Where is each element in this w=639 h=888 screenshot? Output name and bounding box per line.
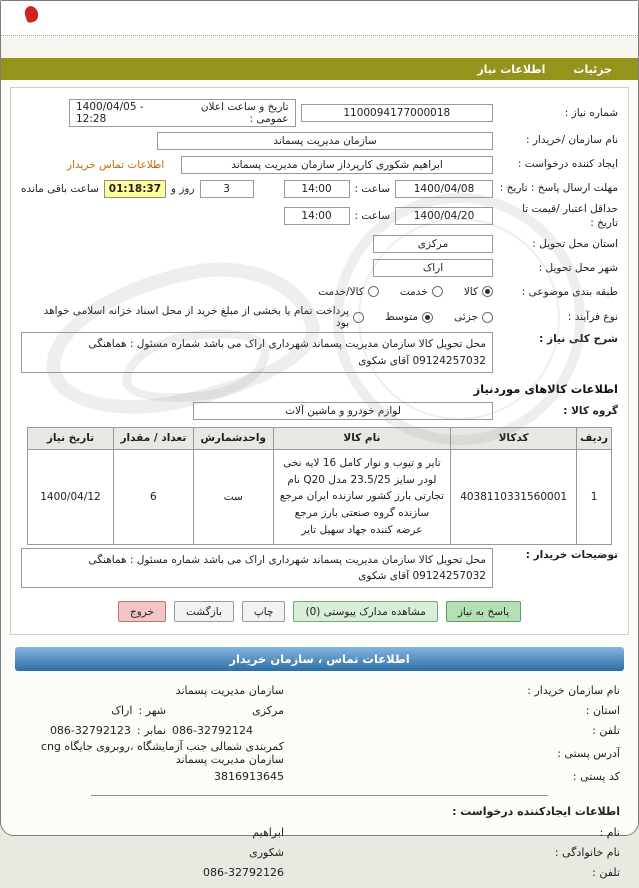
exit-button[interactable]: خروج <box>118 601 166 622</box>
org-name-field[interactable]: سازمان مدیریت پسماند <box>157 132 493 150</box>
row-goods-group <box>21 401 618 422</box>
province-field[interactable]: مرکزی <box>373 235 493 253</box>
tab-need-info[interactable]: اطلاعات نیاز <box>477 62 546 76</box>
announce-label: تاریخ و ساعت اعلان عمومی : <box>200 101 289 125</box>
goods-table-row <box>28 449 612 544</box>
row-category <box>21 281 618 302</box>
goods-group-field[interactable]: لوازم خودرو و ماشین آلات <box>193 402 493 420</box>
contact-org-label: نام سازمان خریدار : <box>527 683 620 697</box>
row-creator-first-name <box>19 822 620 842</box>
radio-medium-label: متوسط <box>385 311 419 324</box>
row-contact-phone-fax <box>19 720 620 740</box>
cell-item-code: 4038110331560001 <box>451 449 577 544</box>
contact-phone-value: 086-32792124 <box>172 723 253 737</box>
col-need-date: تاریخ نیاز <box>28 427 114 449</box>
creator-first-name-label: نام : <box>599 825 620 839</box>
row-contact-province-city <box>19 700 620 720</box>
col-unit: واحدشمارش <box>193 427 273 449</box>
radio-partial-label: جزئی <box>454 311 478 324</box>
countdown-label: ساعت باقی مانده <box>21 182 99 195</box>
cell-need-date: 1400/04/12 <box>28 449 114 544</box>
radio-goods-label: کالا <box>463 285 478 298</box>
attachments-button[interactable]: مشاهده مدارک پیوستی (0) <box>293 601 437 622</box>
creator-last-name-label: نام خانوادگی : <box>554 845 620 859</box>
deadline-label: مهلت ارسال پاسخ : تاریخ : <box>499 182 618 195</box>
creator-section-title: اطلاعات ایجادکننده درخواست : <box>452 805 620 819</box>
province-label: استان محل تحویل : <box>532 237 618 250</box>
contact-postal-value: 3816913645 <box>214 769 284 783</box>
row-city <box>21 257 618 278</box>
buyer-notes-box[interactable]: محل تحویل کالا سازمان مدیریت پسماند شهرداری اراک می باشد شماره مسئول : هماهنگی 09124257032 آقای شکوی <box>21 548 493 589</box>
cell-quantity: 6 <box>113 449 193 544</box>
radio-goods-service-label: کالا/خدمت <box>318 285 364 298</box>
contact-address-value: کمربندی شمالی جنب آزمایشگاه ،روبروی جایگاه cng سازمان مدیریت پسماند <box>40 740 284 767</box>
contact-section <box>1 678 638 888</box>
creator-field[interactable]: ابراهیم شکوری کارپرداز سازمان مدیریت پسماند <box>181 156 493 174</box>
row-description <box>21 332 618 373</box>
category-option-service <box>400 286 443 298</box>
contact-province-value: مرکزی <box>252 703 284 717</box>
goods-table <box>27 427 612 545</box>
announce-value: 1400/04/05 - 12:28 <box>76 101 144 125</box>
site-logo-icon <box>23 4 40 23</box>
process-option-medium <box>385 311 433 323</box>
divider <box>91 795 548 796</box>
top-strip <box>1 1 638 35</box>
validity-time-field[interactable]: 14:00 <box>284 207 350 225</box>
process-type-label: نوع فرآیند : <box>567 311 618 324</box>
city-field[interactable]: اراک <box>373 259 493 277</box>
cell-unit: ست <box>193 449 273 544</box>
radio-goods-service[interactable] <box>368 286 379 297</box>
radio-treasury-payment[interactable] <box>353 312 364 323</box>
creator-first-name-value: ابراهیم <box>252 825 284 839</box>
row-process-type <box>21 305 618 329</box>
contact-fax-label: نمابر : <box>136 723 166 737</box>
goods-group-label: گروه کالا : <box>563 405 618 418</box>
description-box[interactable]: محل تحویل کالا سازمان مدیریت پسماند شهرداری اراک می باشد شماره مسئول : هماهنگی 09124257032 آقای شکوی <box>21 332 493 373</box>
creator-phone-label: تلفن : <box>592 865 620 879</box>
need-number-field[interactable]: 1100094177000018 <box>301 104 493 122</box>
cell-row-no: 1 <box>577 449 612 544</box>
description-label: شرح کلی نیاز : <box>539 333 618 346</box>
contact-fax-value: 086-32792123 <box>49 723 131 737</box>
tab-bar <box>1 58 638 80</box>
respond-button[interactable]: پاسخ به نیاز <box>446 601 521 622</box>
buyer-notes-label: توضیحات خریدار : <box>525 548 618 561</box>
deadline-time-label: ساعت : <box>354 182 390 195</box>
row-need-number <box>21 99 618 127</box>
radio-service[interactable] <box>432 286 443 297</box>
validity-time-label: ساعت : <box>354 210 390 223</box>
radio-goods[interactable] <box>482 286 493 297</box>
row-contact-org <box>19 680 620 700</box>
col-item-code: کدکالا <box>451 427 577 449</box>
process-option-partial <box>454 311 493 323</box>
row-contact-address <box>19 740 620 766</box>
contact-org-value: سازمان مدیریت پسماند <box>175 683 284 697</box>
process-option-treasury <box>37 305 364 329</box>
row-creator-phone <box>19 862 620 882</box>
need-number-label: شماره نیاز : <box>564 106 618 119</box>
deadline-time-field[interactable]: 14:00 <box>284 180 350 198</box>
creator-label: ایجاد کننده درخواست : <box>517 158 618 171</box>
contact-phone-label: تلفن : <box>592 723 620 737</box>
row-org-name <box>21 130 618 151</box>
category-label: طبقه بندی موضوعی : <box>521 285 618 298</box>
countdown-box: 01:18:37 <box>104 180 166 198</box>
creator-phone-value: 086-32792126 <box>203 865 284 879</box>
back-button[interactable]: بازگشت <box>174 601 234 622</box>
category-option-goods-service <box>318 286 379 298</box>
contact-address-label: آدرس پستی : <box>557 746 620 760</box>
goods-section-title: اطلاعات کالاهای موردنیاز <box>473 381 618 396</box>
days-suffix-label: روز و <box>170 182 195 195</box>
row-province <box>21 233 618 254</box>
org-name-label: نام سازمان /خریدار : <box>525 134 618 147</box>
deadline-date-field[interactable]: 1400/04/08 <box>395 180 493 198</box>
days-remaining-field[interactable]: 3 <box>200 180 254 198</box>
row-validity <box>21 202 618 230</box>
row-buyer-notes <box>21 548 618 589</box>
header-gap <box>1 36 638 58</box>
contact-postal-label: کد پستی : <box>572 769 620 783</box>
contact-city-label: شهر : <box>138 703 166 717</box>
row-creator <box>21 154 618 175</box>
row-deadline <box>21 178 618 199</box>
goods-table-header-row <box>28 427 612 449</box>
validity-date-field[interactable]: 1400/04/20 <box>395 207 493 225</box>
tab-details[interactable]: جزئیات <box>573 62 612 76</box>
col-item-name: نام کالا <box>273 427 450 449</box>
row-creator-last-name <box>19 842 620 862</box>
radio-partial[interactable] <box>482 312 493 323</box>
creator-last-name-value: شکوری <box>249 845 284 859</box>
need-details-panel <box>10 87 629 635</box>
radio-service-label: خدمت <box>399 285 428 298</box>
category-option-goods <box>464 286 493 298</box>
city-label: شهر محل تحویل : <box>538 261 618 274</box>
row-contact-postal <box>19 766 620 786</box>
contact-city-value: اراک <box>111 703 133 717</box>
col-row-no: ردیف <box>577 427 612 449</box>
cell-item-name: تایر و تیوب و نوار کامل 16 لایه نخی لودر سایز 23.5/25 مدل Q20 نام تجارتی بارز کشور سازنده ایران مرجع سازنده گروه صنعتی بارز مرجع عرضه کننده جهاد سهیل تایر <box>273 449 450 544</box>
validity-label: حداقل اعتبار /قیمت تا تاریخ : <box>522 203 618 230</box>
contact-section-header: اطلاعات تماس ، سازمان خریدار <box>15 647 624 671</box>
print-button[interactable]: چاپ <box>242 601 286 622</box>
contact-province-label: استان : <box>585 703 620 717</box>
action-buttons <box>19 601 620 622</box>
radio-treasury-payment-label: پرداخت تمام یا بخشی از مبلغ خرید از محل اسناد خزانه اسلامی خواهد بود <box>43 305 350 330</box>
radio-medium[interactable] <box>422 312 433 323</box>
announce-box <box>69 99 296 127</box>
col-quantity: تعداد / مقدار <box>113 427 193 449</box>
buyer-contact-link[interactable]: اطلاعات تماس خریدار <box>67 158 165 171</box>
